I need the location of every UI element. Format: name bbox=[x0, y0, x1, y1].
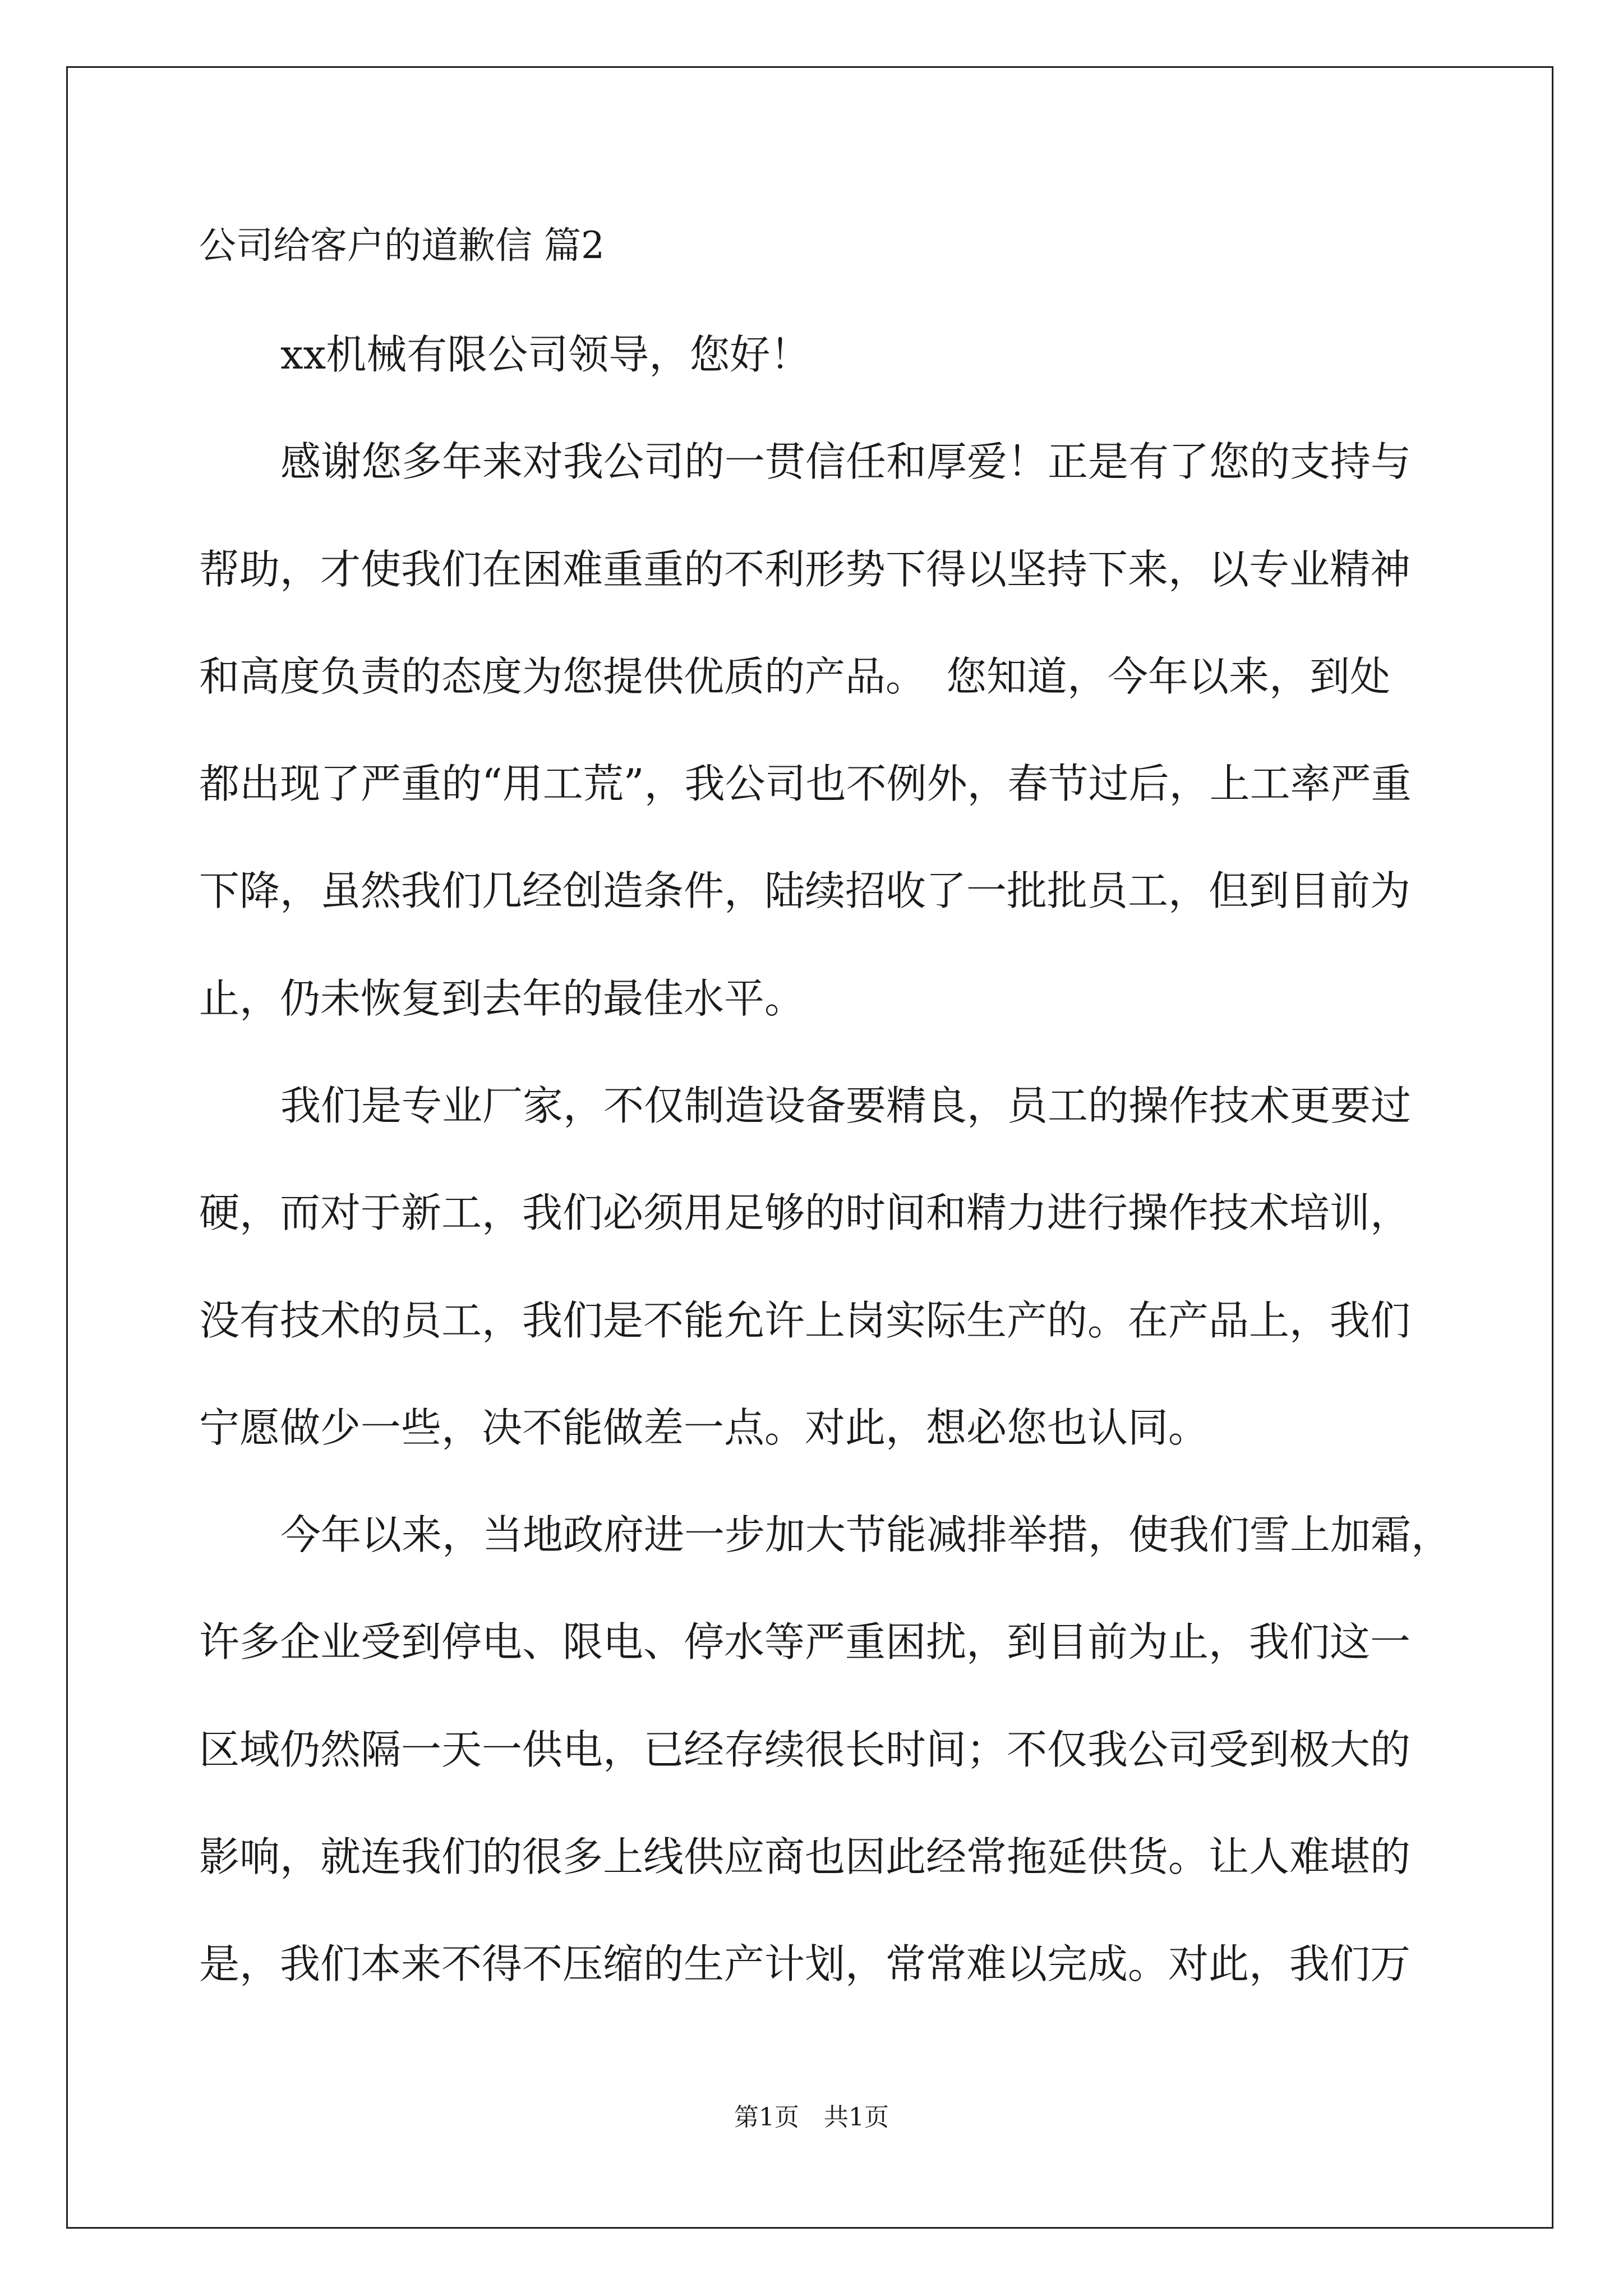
salutation-line: xx机械有限公司领导，您好！ bbox=[280, 331, 811, 378]
body-line-14: 影响，就连我们的很多上线供应商也因此经常拖延供货。让人难堪的 bbox=[199, 1833, 1411, 1880]
body-line-15: 是，我们本来不得不压缩的生产计划，常常难以完成。对此，我们万 bbox=[199, 1940, 1411, 1987]
body-line-11: 今年以来，当地政府进一步加大节能减排举措，使我们雪上加霜， bbox=[280, 1511, 1452, 1558]
document-title: 公司给客户的道歉信 篇2 bbox=[199, 224, 605, 267]
body-line-6: 止，仍未恢复到去年的最佳水平。 bbox=[199, 975, 805, 1022]
body-line-10: 宁愿做少一些，决不能做差一点。对此，想必您也认同。 bbox=[199, 1404, 1209, 1451]
body-line-7: 我们是专业厂家，不仅制造设备要精良，员工的操作技术更要过 bbox=[280, 1082, 1412, 1129]
page-footer: 第1页 共1页 bbox=[734, 2103, 889, 2132]
body-line-1: 感谢您多年来对我公司的一贯信任和厚爱！正是有了您的支持与 bbox=[280, 438, 1412, 485]
body-line-3: 和高度负责的态度为您提供优质的产品。 您知道，今年以来，到处 bbox=[199, 653, 1391, 700]
body-line-2: 帮助，才使我们在困难重重的不利形势下得以坚持下来，以专业精神 bbox=[199, 546, 1411, 593]
body-line-9: 没有技术的员工，我们是不能允许上岗实际生产的。在产品上，我们 bbox=[199, 1297, 1411, 1344]
body-line-4: 都出现了严重的“用工荒”，我公司也不例外，春节过后，上工率严重 bbox=[199, 760, 1412, 807]
body-line-12: 许多企业受到停电、限电、停水等严重困扰，到目前为止，我们这一 bbox=[199, 1618, 1411, 1665]
body-line-8: 硬，而对于新工，我们必须用足够的时间和精力进行操作技术培训， bbox=[199, 1189, 1411, 1236]
body-line-5: 下降，虽然我们几经创造条件，陆续招收了一批批员工，但到目前为 bbox=[199, 867, 1411, 914]
page-border bbox=[66, 66, 1553, 2229]
body-line-13: 区域仍然隔一天一供电，已经存续很长时间；不仅我公司受到极大的 bbox=[199, 1726, 1411, 1773]
